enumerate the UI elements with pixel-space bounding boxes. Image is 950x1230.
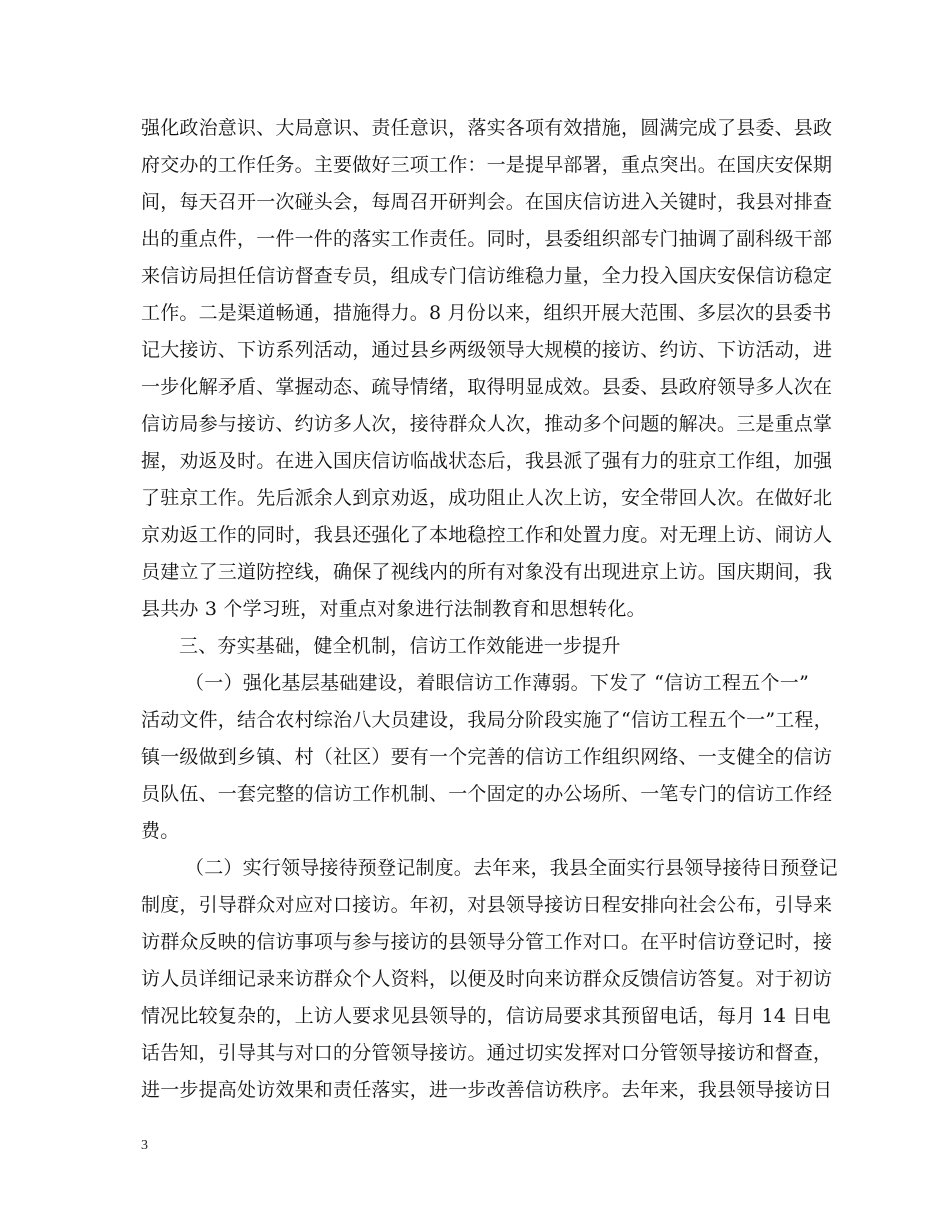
text-line: 记大接访、下访系列活动，通过县乡两级领导大规模的接访、约访、下访活动，进	[141, 339, 833, 361]
text-line: 费。	[141, 820, 180, 842]
section-heading: 三、夯实基础，健全机制，信访工作效能进一步提升	[179, 635, 621, 657]
text-line: 员队伍、一套完整的信访工作机制、一个固定的办公场所、一笔专门的信访工作经	[141, 783, 833, 805]
text-line: 活动文件，结合农村综治八大员建设，我局分阶段实施了“信访工程五个一”工程，	[141, 709, 833, 731]
text-line: 间，每天召开一次碰头会，每周召开研判会。在国庆信访进入关键时，我县对排查	[141, 191, 833, 213]
text-line: （二）实行领导接待预登记制度。去年来，我县全面实行县领导接待日预登记	[185, 857, 838, 879]
text-line: 京劝返工作的同时，我县还强化了本地稳控工作和处置力度。对无理上访、闹访人	[141, 524, 833, 546]
text-line: 握，劝返及时。在进入国庆信访临战状态后，我县派了强有力的驻京工作组，加强	[141, 450, 833, 472]
text-line: 府交办的工作任务。主要做好三项工作：一是提早部署，重点突出。在国庆安保期	[141, 154, 833, 176]
text-line: 工作。二是渠道畅通，措施得力。8 月份以来，组织开展大范围、多层次的县委书	[141, 302, 832, 324]
text-line: 镇一级做到乡镇、村（社区）要有一个完善的信访工作组织网络、一支健全的信访	[141, 746, 833, 768]
text-line: 情况比较复杂的，上访人要求见县领导的，信访局要求其预留电话，每月 14 日电	[141, 1005, 831, 1027]
text-line: 来信访局担任信访督查专员，组成专门信访维稳力量，全力投入国庆安保信访稳定	[141, 265, 833, 287]
page-number: 3	[141, 1138, 148, 1153]
text-line: 一步化解矛盾、掌握动态、疏导情绪，取得明显成效。县委、县政府领导多人次在	[141, 376, 833, 398]
text-line: 信访局参与接访、约访多人次，接待群众人次，推动多个问题的解决。三是重点掌	[141, 413, 833, 435]
text-line: 制度，引导群众对应对口接访。年初，对县领导接访日程安排向社会公布，引导来	[141, 894, 833, 916]
text-line: 出的重点件，一件一件的落实工作责任。同时，县委组织部专门抽调了副科级干部	[141, 228, 833, 250]
text-line: 进一步提高处访效果和责任落实，进一步改善信访秩序。去年来，我县领导接访日	[141, 1079, 833, 1101]
text-line: 县共办 3 个学习班，对重点对象进行法制教育和思想转化。	[141, 598, 646, 620]
text-line: 员建立了三道防控线，确保了视线内的所有对象没有出现进京上访。国庆期间，我	[141, 561, 833, 583]
text-line: （一）强化基层基础建设，着眼信访工作薄弱。下发了 “信访工程五个一”	[185, 672, 809, 694]
text-line: 访群众反映的信访事项与参与接访的县领导分管工作对口。在平时信访登记时，接	[141, 931, 833, 953]
text-line: 强化政治意识、大局意识、责任意识，落实各项有效措施，圆满完成了县委、县政	[141, 117, 833, 139]
document-body	[141, 110, 838, 1109]
text-line: 话告知，引导其与对口的分管领导接访。通过切实发挥对口分管领导接访和督查，	[141, 1042, 833, 1064]
text-line: 了驻京工作。先后派余人到京劝返，成功阻止人次上访，安全带回人次。在做好北	[141, 487, 833, 509]
text-line: 访人员详细记录来访群众个人资料，以便及时向来访群众反馈信访答复。对于初访	[141, 968, 833, 990]
